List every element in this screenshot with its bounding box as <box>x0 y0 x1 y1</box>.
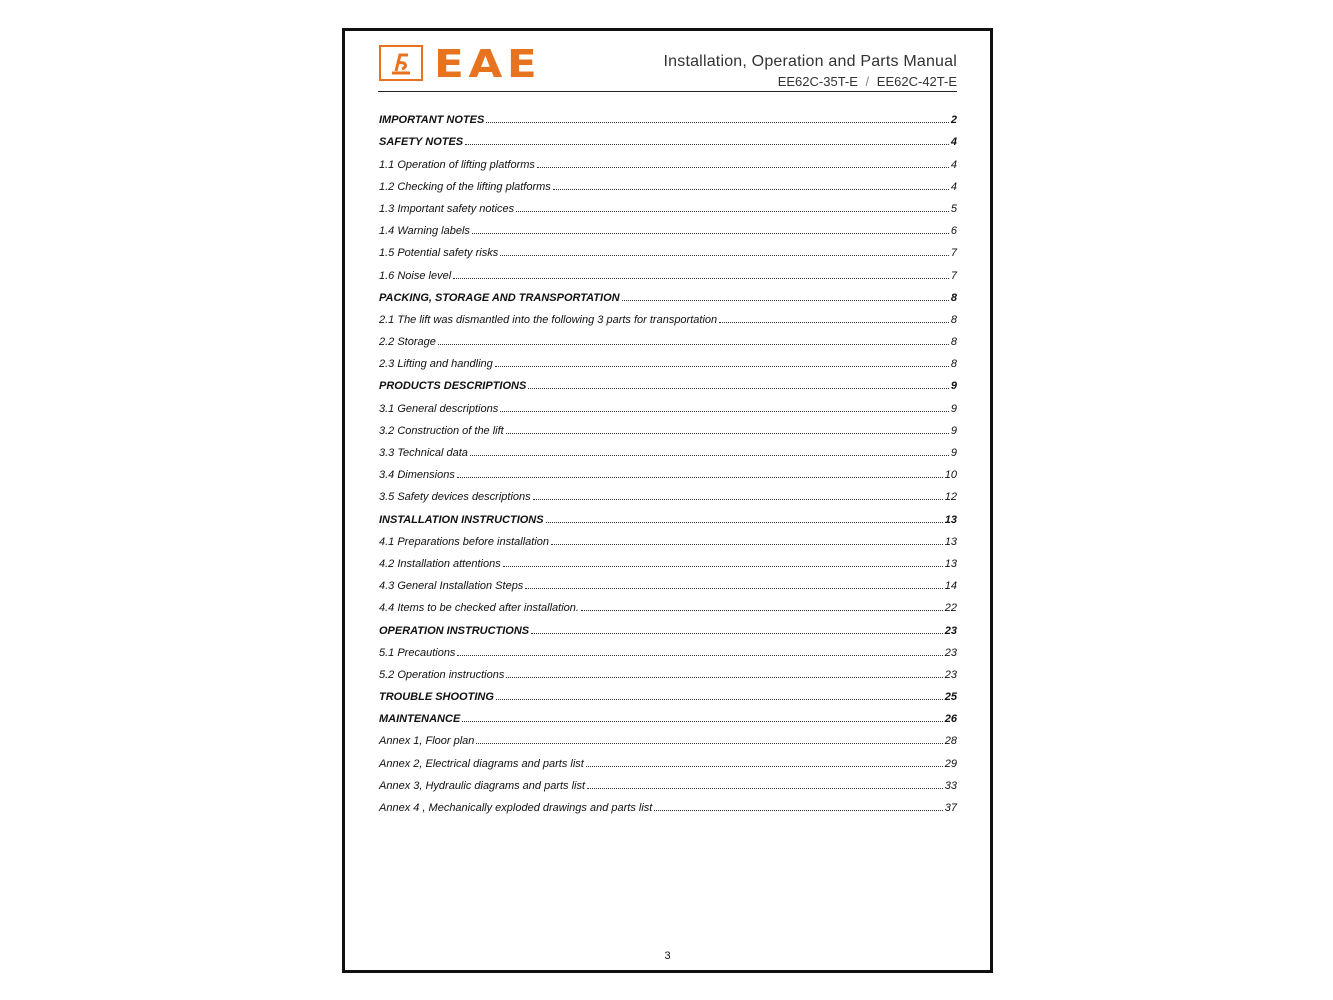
eae-logo-icon <box>379 45 423 81</box>
toc-entry-label: 5.2 Operation instructions <box>379 668 505 681</box>
toc-entry-page: 7 <box>950 247 957 260</box>
model-a: EE62C-35T-E <box>777 74 858 89</box>
toc-entry-page: 37 <box>944 802 957 814</box>
toc-leader-dots <box>500 411 949 412</box>
page-header <box>378 43 957 92</box>
toc-leader-dots <box>553 189 949 190</box>
toc-entry-label: TROUBLE SHOOTING <box>379 691 494 704</box>
toc-leader-dots <box>516 211 949 212</box>
toc-entry-page: 8 <box>950 313 957 326</box>
toc-entry[interactable] <box>379 637 957 659</box>
toc-entry[interactable] <box>379 104 957 126</box>
toc-entry-label: PACKING, STORAGE AND TRANSPORTATION <box>379 291 620 304</box>
toc-entry[interactable] <box>379 503 957 525</box>
toc-leader-dots <box>470 455 949 456</box>
toc-entry-label: 2.2 Storage <box>379 336 436 349</box>
toc-entry-page: 8 <box>950 358 957 371</box>
toc-entry-label: 1.5 Potential safety risks <box>379 247 499 260</box>
toc-entry-page: 26 <box>944 713 957 726</box>
page-number: 3 <box>664 950 671 962</box>
toc-entry[interactable] <box>379 237 957 259</box>
toc-entry[interactable] <box>379 171 957 193</box>
toc-entry-page: 23 <box>944 668 957 681</box>
toc-entry-page: 8 <box>950 336 957 349</box>
toc-entry-label: Annex 2, Electrical diagrams and parts list <box>379 757 584 770</box>
toc-entry-label: INSTALLATION INSTRUCTIONS <box>379 513 544 526</box>
toc-entry-page: 4 <box>950 180 957 193</box>
toc-leader-dots <box>546 522 943 523</box>
toc-leader-dots <box>622 300 949 301</box>
toc-entry-label: 3.2 Construction of the lift <box>379 424 504 437</box>
toc-entry-label: OPERATION INSTRUCTIONS <box>379 624 530 637</box>
toc-entry[interactable] <box>379 259 957 281</box>
toc-leader-dots <box>465 144 949 145</box>
toc-entry-label: 4.4 Items to be checked after installation. <box>379 602 579 615</box>
toc-entry[interactable] <box>379 392 957 414</box>
toc-entry-label: IMPORTANT NOTES <box>379 114 485 127</box>
toc-leader-dots <box>581 610 943 611</box>
toc-entry[interactable] <box>379 437 957 459</box>
model-separator: / <box>865 74 870 89</box>
toc-entry[interactable] <box>379 148 957 170</box>
toc-leader-dots <box>476 743 942 744</box>
toc-entry-label: 1.4 Warning labels <box>379 225 470 238</box>
toc-entry-label: 3.3 Technical data <box>379 447 468 459</box>
toc-entry-page: 7 <box>950 269 957 282</box>
toc-leader-dots <box>500 255 949 256</box>
toc-entry-page: 9 <box>950 424 957 437</box>
toc-leader-dots <box>654 810 942 811</box>
toc-leader-dots <box>533 499 943 500</box>
toc-entry-page: 28 <box>944 735 957 748</box>
toc-entry-page: 13 <box>944 535 957 548</box>
toc-entry[interactable] <box>379 348 957 370</box>
toc-entry[interactable] <box>379 681 957 703</box>
toc-leader-dots <box>525 588 942 589</box>
toc-leader-dots <box>457 477 943 478</box>
toc-entry-label: Annex 4 , Mechanically exploded drawings and parts list <box>379 802 653 814</box>
toc-leader-dots <box>486 122 949 123</box>
toc-entry-label: Annex 1, Floor plan <box>379 735 475 748</box>
toc-leader-dots <box>551 544 943 545</box>
toc-entry-label: 1.6 Noise level <box>379 269 452 282</box>
toc-leader-dots <box>528 388 949 389</box>
toc-leader-dots <box>531 633 943 634</box>
toc-entry-label: 3.4 Dimensions <box>379 469 455 482</box>
toc-leader-dots <box>496 699 943 700</box>
toc-entry-label: 2.1 The lift was dismantled into the following 3 parts for transportation <box>379 313 718 326</box>
table-of-contents <box>379 104 957 814</box>
toc-entry-page: 6 <box>950 225 957 238</box>
toc-leader-dots <box>438 344 949 345</box>
toc-entry-label: Annex 3, Hydraulic diagrams and parts list <box>379 779 586 792</box>
toc-entry[interactable] <box>379 592 957 614</box>
toc-entry[interactable] <box>379 370 957 392</box>
toc-entry-label: 1.1 Operation of lifting platforms <box>379 158 535 171</box>
toc-entry-page: 5 <box>950 202 957 215</box>
toc-leader-dots <box>719 322 949 323</box>
toc-leader-dots <box>506 433 949 434</box>
toc-entry-page: 13 <box>944 557 957 570</box>
toc-entry[interactable] <box>379 126 957 148</box>
toc-leader-dots <box>537 167 949 168</box>
toc-entry[interactable] <box>379 659 957 681</box>
toc-entry[interactable] <box>379 703 957 725</box>
toc-entry[interactable] <box>379 526 957 548</box>
toc-entry-page: 10 <box>944 469 957 482</box>
document-page <box>342 28 993 973</box>
toc-entry-page: 4 <box>950 136 957 149</box>
toc-entry-label: 1.3 Important safety notices <box>379 202 515 215</box>
toc-entry[interactable] <box>379 304 957 326</box>
toc-entry[interactable] <box>379 747 957 769</box>
toc-entry[interactable] <box>379 215 957 237</box>
toc-entry-label: 4.2 Installation attentions <box>379 557 501 570</box>
toc-entry-label: 1.2 Checking of the lifting platforms <box>379 180 551 193</box>
toc-entry-page: 2 <box>950 114 957 127</box>
toc-entry-label: 5.1 Precautions <box>379 646 456 659</box>
toc-leader-dots <box>587 788 943 789</box>
toc-entry[interactable] <box>379 282 957 304</box>
toc-entry-page: 23 <box>944 624 957 637</box>
toc-entry-label: SAFETY NOTES <box>379 136 464 149</box>
toc-entry-label: 3.5 Safety devices descriptions <box>379 491 531 504</box>
toc-entry[interactable] <box>379 570 957 592</box>
toc-entry[interactable] <box>379 459 957 481</box>
toc-entry[interactable] <box>379 415 957 437</box>
toc-entry-page: 8 <box>950 291 957 304</box>
toc-entry[interactable] <box>379 770 957 792</box>
toc-entry-label: 4.1 Preparations before installation <box>379 535 549 548</box>
toc-entry-page: 13 <box>944 513 957 526</box>
toc-entry-page: 9 <box>950 447 957 459</box>
toc-entry-label: 4.3 General Installation Steps <box>379 580 524 593</box>
toc-leader-dots <box>495 366 949 367</box>
manual-title: Installation, Operation and Parts Manual <box>663 53 957 70</box>
logo-wordmark: EAE <box>434 42 542 86</box>
toc-entry-page: 22 <box>944 602 957 615</box>
toc-entry-page: 12 <box>944 491 957 504</box>
toc-entry-label: PRODUCTS DESCRIPTIONS <box>379 380 527 393</box>
toc-entry-label: 3.1 General descriptions <box>379 402 499 415</box>
toc-entry[interactable] <box>379 614 957 636</box>
toc-entry[interactable] <box>379 326 957 348</box>
toc-entry-page: 29 <box>944 757 957 770</box>
toc-leader-dots <box>586 766 943 767</box>
toc-entry[interactable] <box>379 481 957 503</box>
toc-entry-page: 25 <box>944 691 957 704</box>
toc-entry-label: 2.3 Lifting and handling <box>379 358 493 371</box>
toc-entry-page: 4 <box>950 158 957 171</box>
toc-leader-dots <box>472 233 949 234</box>
toc-leader-dots <box>457 655 942 656</box>
toc-leader-dots <box>506 677 942 678</box>
toc-entry-label: MAINTENANCE <box>379 713 461 726</box>
toc-leader-dots <box>453 278 949 279</box>
toc-entry-page: 33 <box>944 779 957 792</box>
model-numbers <box>778 74 957 89</box>
toc-leader-dots <box>462 721 942 722</box>
model-b: EE62C-42T-E <box>876 74 957 89</box>
toc-entry[interactable] <box>379 548 957 570</box>
toc-entry[interactable] <box>379 792 957 814</box>
toc-entry[interactable] <box>379 725 957 747</box>
toc-entry-page: 23 <box>944 646 957 659</box>
toc-leader-dots <box>503 566 943 567</box>
toc-entry[interactable] <box>379 193 957 215</box>
toc-entry-page: 9 <box>950 402 957 415</box>
lift-symbol-icon <box>386 49 416 77</box>
toc-entry-page: 9 <box>950 380 957 393</box>
toc-entry-page: 14 <box>944 580 957 593</box>
